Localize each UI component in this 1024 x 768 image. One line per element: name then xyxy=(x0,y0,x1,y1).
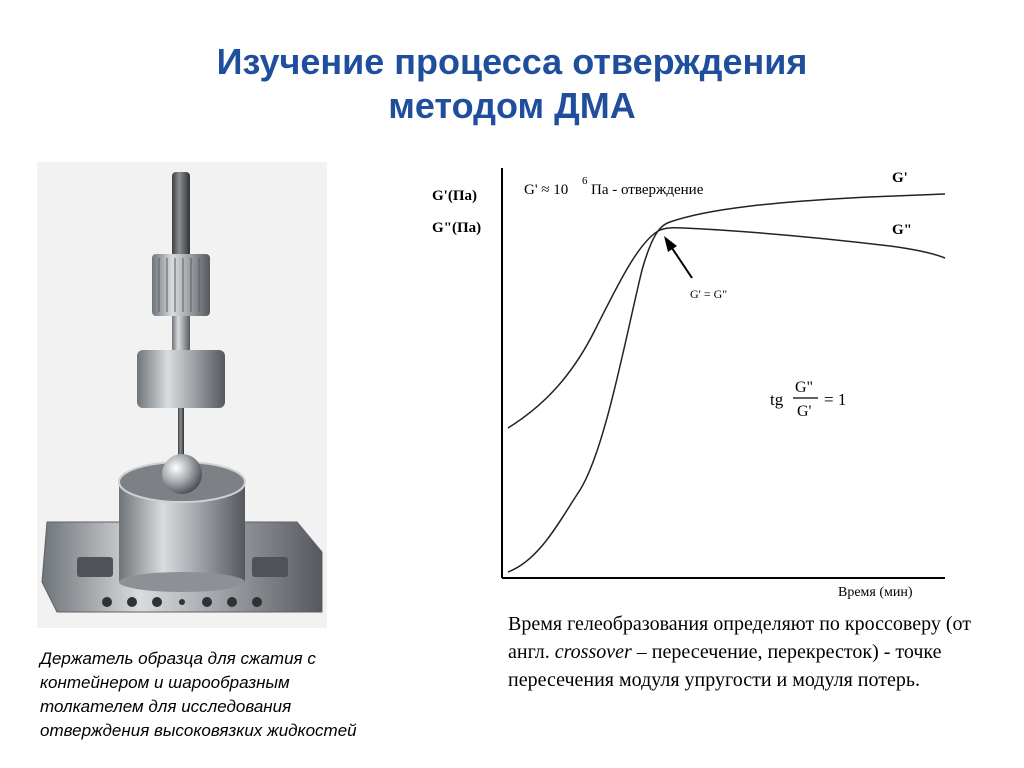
sample-holder-photo xyxy=(37,162,327,628)
caption-line-4: отверждения высоковязких жидкостей xyxy=(40,721,357,740)
curve-label-g-double-prime: G" xyxy=(892,222,912,238)
g-prime-curve xyxy=(508,194,945,572)
title-line-2: методом ДМА xyxy=(388,85,636,126)
tg-prefix: tg xyxy=(770,390,784,409)
sample-holder-illustration xyxy=(37,162,327,628)
tg-numerator: G" xyxy=(795,379,814,396)
caption-line-3: толкателем для исследования xyxy=(40,697,292,716)
tg-denominator: G' xyxy=(797,403,812,420)
curve-label-g-prime: G' xyxy=(892,170,908,186)
crossover-graph xyxy=(420,160,980,600)
title-line-1: Изучение процесса отверждения xyxy=(216,41,808,82)
crossover-description xyxy=(508,610,978,694)
slide-title xyxy=(0,40,1024,128)
crossover-term: crossover xyxy=(554,641,632,663)
crossover-arrow xyxy=(670,245,692,278)
annotation-exponent: 6 xyxy=(582,175,588,187)
description-part-2: – пересечение, перекресток) - точке пересечения модуля упругости и модуля потерь. xyxy=(508,641,942,691)
crossover-arrow-head xyxy=(664,236,677,252)
description-part-1: Время гелеобразования определяют по кроссоверу (от англ. xyxy=(508,613,971,663)
x-axis-label: Время (мин) xyxy=(838,585,913,600)
y-label-g-double-prime: G"(Па) xyxy=(432,220,482,236)
annotation-prefix: G' ≈ 10 xyxy=(524,182,569,198)
y-label-g-prime: G'(Па) xyxy=(432,188,477,204)
caption-line-1: Держатель образца для сжатия с xyxy=(40,649,316,668)
crossover-label: G' = G" xyxy=(690,287,728,301)
tg-equals: = 1 xyxy=(824,390,847,409)
annotation-suffix: Па - отверждение xyxy=(591,182,704,198)
g-double-prime-curve xyxy=(508,228,945,428)
caption-line-2: контейнером и шарообразным xyxy=(40,673,290,692)
photo-caption xyxy=(40,647,440,743)
